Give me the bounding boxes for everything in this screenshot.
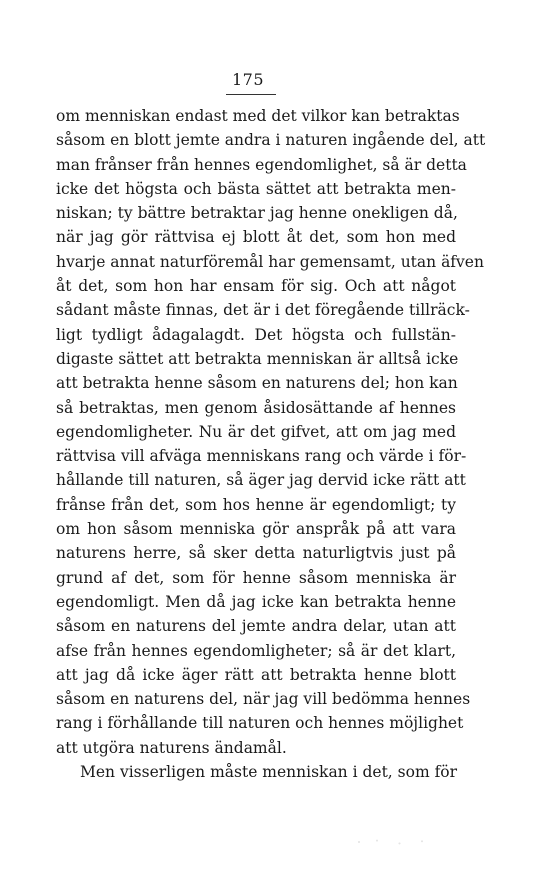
page-number: 175 [231,70,265,89]
text-line: att jag då icke äger rätt att betrakta henne blott [56,665,456,684]
text-line: ligt tydligt ådagalagdt. Det högsta och fullstän- [56,325,456,344]
text-line: om menniskan endast med det vilkor kan betraktas [56,107,460,125]
text-line: att betrakta henne såsom en naturens del; hon kan [56,374,458,393]
text-line-paragraph-end: att utgöra naturens ändamål. [56,738,287,757]
text-line: afse från hennes egendomligheter; så är det klart, [56,641,456,660]
text-line: när jag gör rättvisa ej blott åt det, som hon med [56,228,456,247]
text-line: egendomligt. Men då jag icke kan betrakta henne [56,592,456,611]
text-line: niskan; ty bättre betraktar jag henne onekligen då, [56,204,458,223]
text-line: grund af det, som för henne såsom menniska är [56,568,456,587]
text-line: om hon såsom menniska gör anspråk på att vara [56,520,456,539]
text-line: hvarje annat naturföremål har gemensamt, utan äfven [56,252,484,271]
text-line: såsom en naturens del, när jag vill bedömma hennes [56,690,471,709]
text-line: icke det högsta och bästa sättet att betrakta men- [56,179,456,198]
text-line: sådant måste finnas, det är i det föregående tillräck- [56,301,470,320]
text-line: rang i förhållande till naturen och hennes möjlighet [56,714,464,733]
text-line: så betraktas, men genom åsidosättande af hennes [56,398,456,417]
text-line-paragraph-start: Men visserligen måste menniskan i det, som för [80,763,458,782]
text-line: såsom en naturens del jemte andra delar, utan att [56,617,456,636]
page-number-rule [226,94,276,95]
text-line: man frånser från hennes egendomlighet, så är detta [56,155,467,174]
text-line: åt det, som hon har ensam för sig. Och att något [56,277,456,296]
text-line: såsom en blott jemte andra i naturen ingående del, att [56,131,486,150]
paper-speckle [350,835,440,849]
body-text [56,104,486,784]
text-line: frånse från det, som hos henne är egendomligt; ty [56,495,456,514]
text-line: rättvisa vill afväga menniskans rang och värde i för- [56,447,467,466]
text-line: hållande till naturen, så äger jag dervid icke rätt att [56,471,466,490]
text-line: egendomligheter. Nu är det gifvet, att om jag med [56,422,456,441]
text-line: digaste sättet att betrakta menniskan är alltså icke [56,349,459,368]
text-line: naturens herre, så sker detta naturligtvis just på [56,544,456,563]
